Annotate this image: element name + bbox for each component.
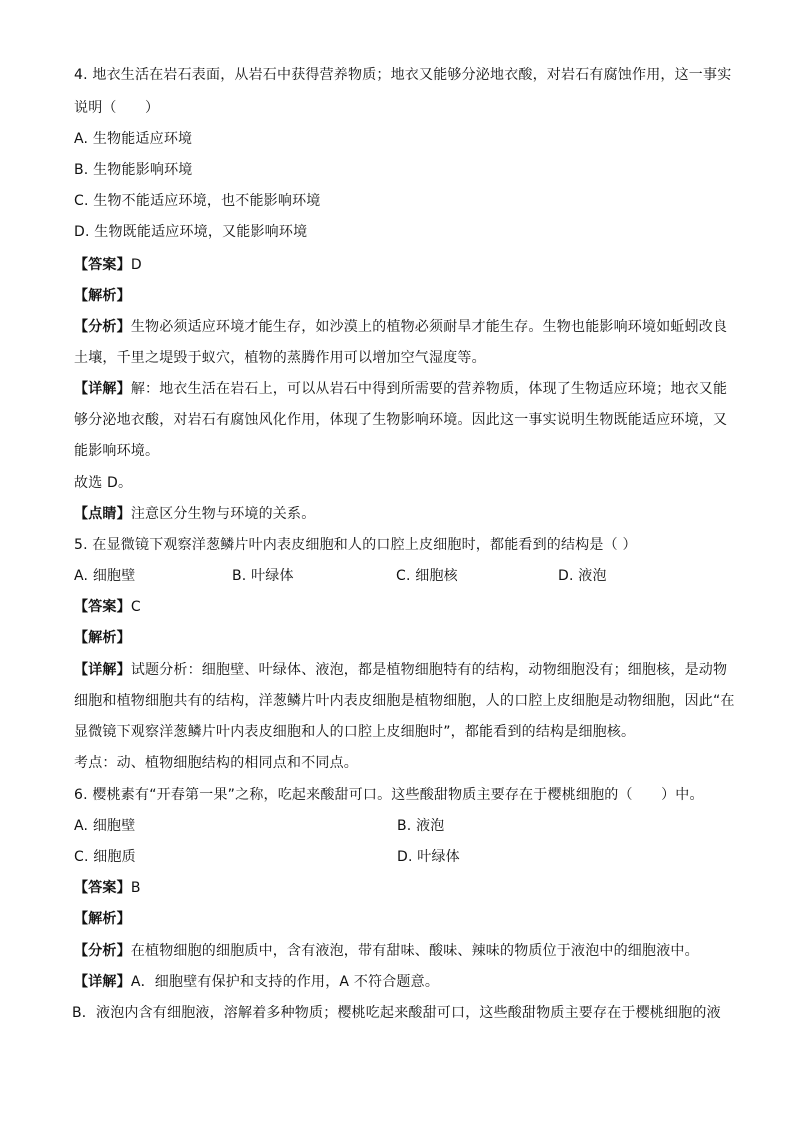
q6-answer-line [74,879,724,897]
q4-option-c: C. 生物不能适应环境，也不能影响环境 [74,193,321,209]
answer-tag: 【答案】 [74,880,131,896]
q4-answer-line [74,256,724,274]
q4-answer: D [130,257,142,273]
q6-option-b: B. 液泡 [397,818,445,834]
q5-answer-line [74,598,724,616]
q5-xiangjie-text1: 试题分析：细胞壁、叶绿体、液泡，都是植物细胞特有的结构，动物细胞没有；细胞核，是动物 [130,662,728,678]
q5-kaodian: 考点：动、植物细胞结构的相同点和不同点。 [74,755,358,771]
q6-xiangjie-line [74,973,724,991]
q4-fenxi-line2: 土壤，千里之堤毁于蚁穴，植物的蒸腾作用可以增加空气湿度等。 [74,350,486,366]
dianjing-tag: 【点睛】 [74,506,131,522]
q4-option-d: D. 生物既能适应环境，又能影响环境 [74,224,308,240]
q4-choose: 故选 D。 [74,475,133,491]
q4-analysis-tag [74,287,724,305]
q5-xiangjie-line1 [74,661,728,679]
q4-xiangjie-line1 [74,380,728,398]
q4-stem-line1: 4. 地衣生活在岩石表面，从岩石中获得营养物质；地衣又能够分泌地衣酸，对岩石有腐蚀作用，这一事实 [74,67,732,83]
answer-tag: 【答案】 [74,599,131,615]
q4-stem-line2: 说明（ ） [74,100,160,116]
analysis-tag: 【解析】 [74,630,131,646]
q6-line-b: B．液泡内含有细胞液，溶解着多种物质；樱桃吃起来酸甜可口，这些酸甜物质主要存在于樱桃细胞的液 [72,1005,721,1021]
q6-option-a: A. 细胞壁 [74,818,136,834]
q5-option-a: A. 细胞壁 [74,568,136,584]
q6-xiangjie-a: A．细胞壁有保护和支持的作用，A 不符合题意。 [130,974,440,990]
q5-option-b: B. 叶绿体 [232,568,294,584]
q4-dianjing-line [74,505,724,523]
q5-answer: C [130,599,141,615]
q5-option-c: C. 细胞核 [396,568,458,584]
fenxi-tag: 【分析】 [74,319,131,335]
analysis-tag: 【解析】 [74,911,131,927]
q4-xiangjie-line3: 能影响环境。 [74,443,160,459]
answer-tag: 【答案】 [74,257,131,273]
xiangjie-tag: 【详解】 [74,662,131,678]
q6-fenxi-line [74,942,724,960]
q4-option-b: B. 生物能影响环境 [74,162,193,178]
q6-answer: B [130,880,141,896]
q4-option-a: A. 生物能适应环境 [74,131,193,147]
q5-option-d: D. 液泡 [558,568,607,584]
q6-option-d: D. 叶绿体 [397,849,460,865]
q5-analysis-tag [74,629,724,647]
q6-option-c: C. 细胞质 [74,849,136,865]
q5-xiangjie-line2: 细胞和植物细胞共有的结构，洋葱鳞片叶内表皮细胞是植物细胞，人的口腔上皮细胞是动物细胞，因此“在 [74,693,735,709]
q4-dianjing: 注意区分生物与环境的关系。 [130,506,316,522]
q4-fenxi-line1 [74,318,728,336]
q4-xiangjie-text1: 解：地衣生活在岩石上，可以从岩石中得到所需要的营养物质，体现了生物适应环境；地衣又能 [130,381,728,397]
q5-stem: 5. 在显微镜下观察洋葱鳞片叶内表皮细胞和人的口腔上皮细胞时，都能看到的结构是（ ） [74,537,637,553]
fenxi-tag: 【分析】 [74,943,131,959]
xiangjie-tag: 【详解】 [74,381,131,397]
analysis-tag: 【解析】 [74,288,131,304]
q4-xiangjie-line2: 够分泌地衣酸，对岩石有腐蚀风化作用，体现了生物影响环境。因此这一事实说明生物既能适应环境，又 [74,412,728,428]
q5-xiangjie-line3: 显微镜下观察洋葱鳞片叶内表皮细胞和人的口腔上皮细胞时”，都能看到的结构是细胞核。 [74,724,636,740]
q6-analysis-tag [74,910,724,928]
q6-stem: 6. 樱桃素有“开春第一果”之称，吃起来酸甜可口。这些酸甜物质主要存在于樱桃细胞的（ ）中。 [74,787,704,803]
q4-fenxi-text1: 生物必须适应环境才能生存，如沙漠上的植物必须耐旱才能生存。生物也能影响环境如蚯蚓改良 [130,319,728,335]
q6-fenxi: 在植物细胞的细胞质中，含有液泡，带有甜味、酸味、辣味的物质位于液泡中的细胞液中。 [130,943,699,959]
xiangjie-tag: 【详解】 [74,974,131,990]
